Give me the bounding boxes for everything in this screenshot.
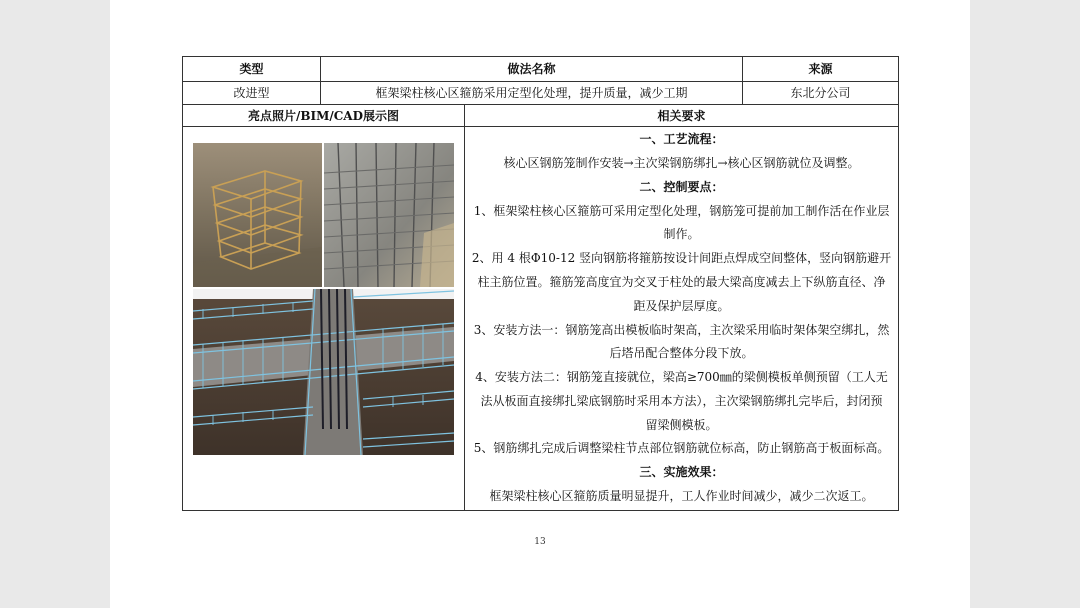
media-cell [183,127,465,511]
source-value: 东北分公司 [743,82,899,105]
requirement-heading: 三、实施效果： [639,465,724,480]
content-row [183,127,899,511]
stirrup-cage-photo [193,143,322,287]
type-value: 改进型 [183,82,321,105]
page-number: 13 [534,537,546,547]
document-page [110,0,970,608]
requirement-line: 制作。 [663,227,700,242]
section-header-row [183,105,899,127]
requirement-line: 距及保护层厚度。 [633,298,730,313]
method-value: 框架梁柱核心区箍筋采用定型化处理，提升质量，减少工期 [321,82,743,105]
requirement-line: 3、安装方法一：钢筋笼高出模板临时架高，主次梁采用临时架体架空绑扎，然 [473,322,890,337]
requirement-line: 法从板面直接绑扎梁底钢筋时采用本方法），主次梁钢筋绑扎完毕后，封闭预 [480,393,883,408]
requirement-line: 核心区钢筋笼制作安装→主次梁钢筋绑扎→核心区钢筋就位及调整。 [503,155,860,170]
requirement-heading: 二、控制要点： [639,179,724,194]
bim-rebar-model [193,289,454,455]
media-header: 亮点照片/BIM/CAD展示图 [183,105,465,127]
requirement-heading: 一、工艺流程： [639,132,724,147]
value-row [183,82,899,105]
requirement-line: 后塔吊配合整体分段下放。 [609,346,754,361]
rebar-node-photo [324,143,454,287]
source-header: 来源 [743,57,899,82]
requirements-header: 相关要求 [465,105,899,127]
header-row [183,57,899,82]
requirement-line: 2、用 4 根Φ10-12 竖向钢筋将箍筋按设计间距点焊成空间整体，竖向钢筋避开 [471,251,892,266]
photo-panel [183,127,464,510]
type-header: 类型 [183,57,321,82]
requirement-line: 框架梁柱核心区箍筋质量明显提升，工人作业时间减少，减少二次返工。 [489,489,874,504]
requirement-line: 4、安装方法二：钢筋笼直接就位，梁高≥700㎜的梁侧模板单侧预留（工人无 [475,370,888,385]
requirement-line: 1、框架梁柱核心区箍筋可采用定型化处理，钢筋笼可提前加工制作活在作业层 [473,203,890,218]
requirements-cell [465,127,899,511]
method-header: 做法名称 [321,57,743,82]
requirement-line: 5、钢筋绑扎完成后调整梁柱节点部位钢筋就位标高，防止钢筋高于板面标高。 [473,441,890,456]
requirement-line: 柱主筋位置。箍筋笼高度宜为交叉于柱处的最大梁高度减去上下纵筋直径、净 [477,274,886,289]
requirement-line: 留梁侧模板。 [645,417,718,432]
practice-table [182,56,899,511]
